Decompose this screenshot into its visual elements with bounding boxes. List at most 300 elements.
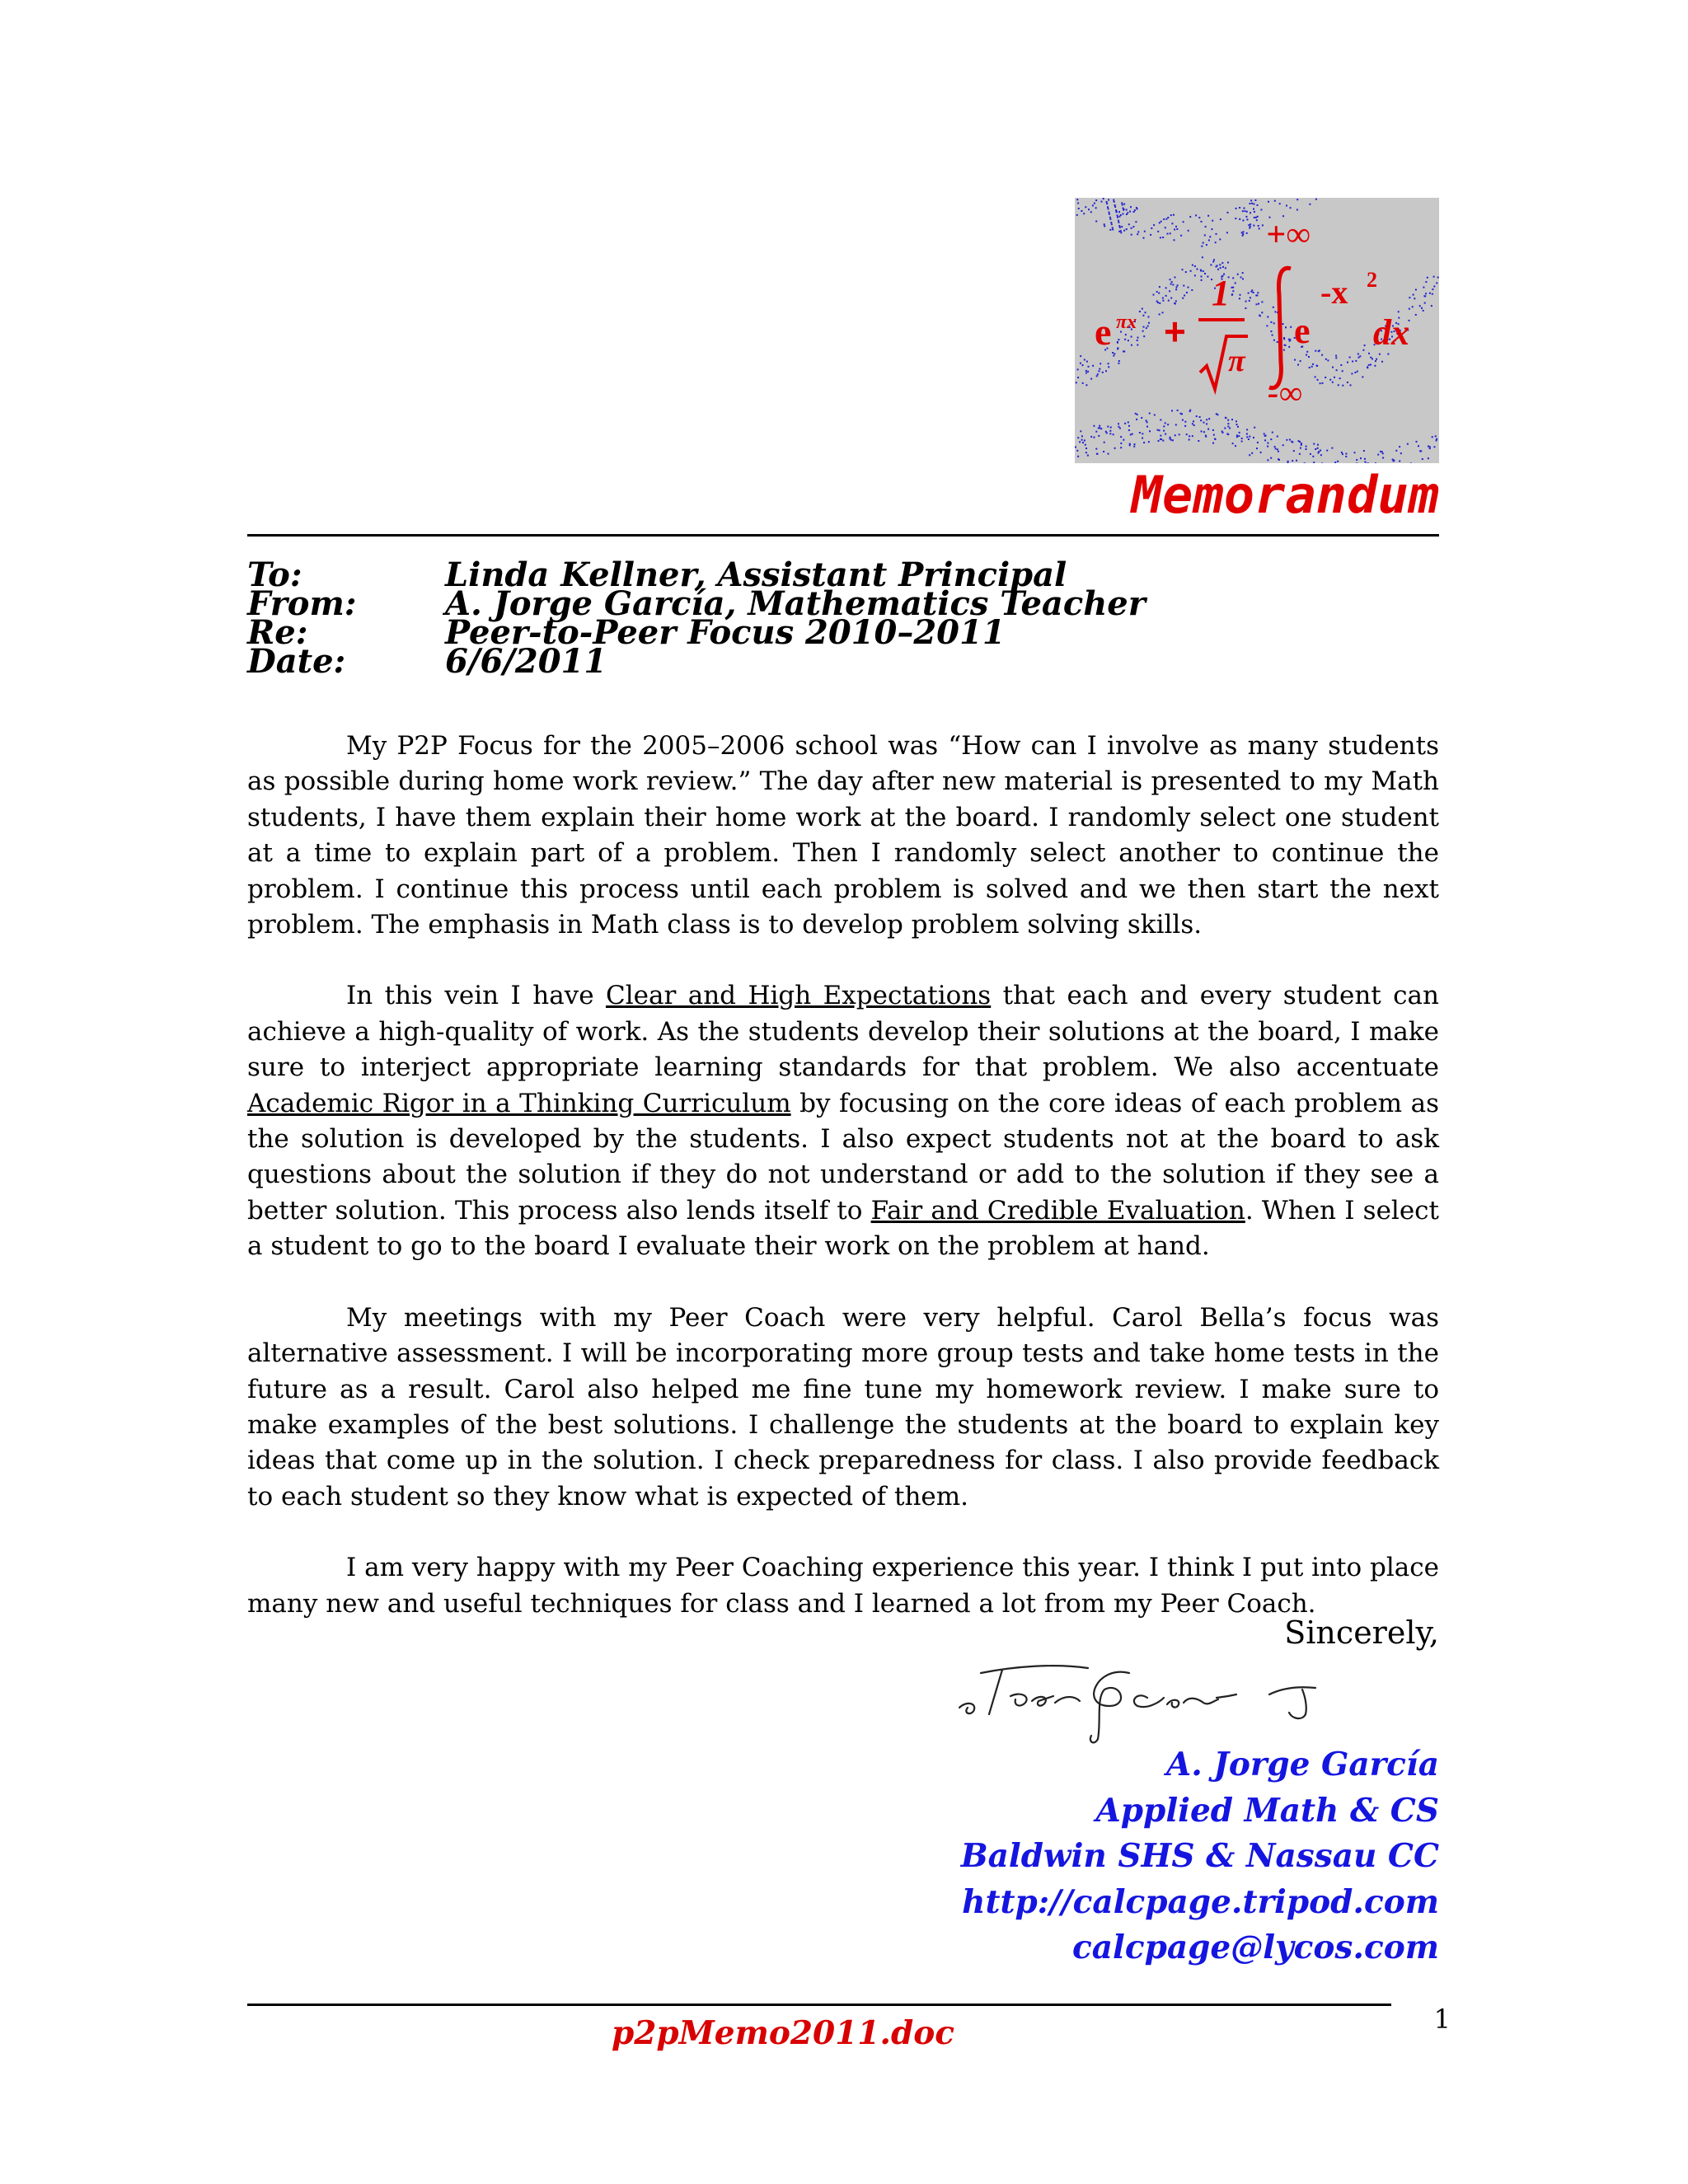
speckle-dot	[1177, 410, 1179, 411]
speckle-dot	[1159, 286, 1160, 288]
speckle-dot	[1082, 382, 1084, 384]
speckle-dot	[1180, 413, 1182, 415]
speckle-dot	[1184, 295, 1185, 297]
speckle-dot	[1165, 287, 1167, 288]
speckle-dot	[1120, 447, 1122, 448]
speckle-dot	[1147, 326, 1149, 327]
speckle-dot	[1227, 212, 1229, 213]
speckle-dot	[1160, 438, 1161, 440]
speckle-dot	[1160, 237, 1161, 238]
speckle-dot	[1242, 210, 1244, 212]
memo-body	[247, 729, 1439, 1657]
formula-pi: π	[1228, 344, 1245, 378]
speckle-dot	[1144, 231, 1146, 232]
speckle-dot	[1429, 446, 1431, 448]
speckle-dot	[1342, 370, 1343, 372]
speckle-dot	[1085, 370, 1087, 372]
to-value: Linda Kellner, Assistant Principal	[445, 555, 1067, 594]
speckle-dot	[1395, 450, 1397, 452]
speckle-dot	[1313, 443, 1315, 445]
speckle-dot	[1206, 244, 1207, 246]
speckle-dot	[1335, 355, 1337, 357]
speckle-dot	[1435, 435, 1437, 437]
speckle-dot	[1290, 207, 1292, 209]
speckle-dot	[1126, 228, 1128, 230]
speckle-dot	[1246, 429, 1248, 430]
speckle-dot	[1104, 442, 1105, 443]
speckle-dot	[1092, 365, 1094, 367]
speckle-dot	[1242, 235, 1244, 237]
speckle-dot	[1077, 456, 1079, 457]
speckle-dot	[1076, 382, 1077, 383]
speckle-dot	[1249, 300, 1250, 302]
speckle-dot	[1090, 211, 1092, 213]
speckle-dot	[1423, 310, 1424, 312]
speckle-dot	[1317, 448, 1319, 449]
speckle-dot	[1340, 364, 1342, 366]
formula-dx: dx	[1373, 312, 1409, 353]
speckle-dot	[1148, 322, 1150, 324]
speckle-dot	[1206, 419, 1207, 420]
speckle-dot	[1128, 223, 1130, 225]
speckle-dot	[1190, 270, 1192, 272]
speckle-dot	[1250, 199, 1252, 201]
speckle-dot	[1107, 426, 1109, 428]
speckle-dot	[1202, 256, 1203, 258]
speckle-dot	[1312, 363, 1314, 365]
speckle-dot	[1347, 382, 1348, 383]
speckle-dot	[1081, 435, 1083, 437]
speckle-dot	[1198, 217, 1200, 218]
speckle-dot	[1123, 204, 1125, 205]
speckle-dot	[1227, 423, 1229, 424]
speckle-dot	[1183, 285, 1184, 287]
formula-graphic	[1075, 198, 1439, 463]
speckle-dot	[1376, 359, 1377, 360]
speckle-dot	[1087, 371, 1089, 373]
speckle-dot	[1104, 225, 1105, 227]
speckle-dot	[1186, 292, 1188, 293]
speckle-dot	[1108, 366, 1109, 368]
speckle-dot	[1114, 201, 1115, 203]
speckle-dot	[1110, 222, 1112, 223]
speckle-dot	[1267, 443, 1268, 444]
speckle-dot	[1355, 360, 1357, 362]
speckle-dot	[1172, 284, 1174, 286]
speckle-dot	[1150, 234, 1151, 236]
speckle-dot	[1097, 373, 1099, 375]
speckle-dot	[1286, 439, 1287, 441]
speckle-dot	[1151, 227, 1152, 229]
speckle-dot	[1213, 434, 1215, 436]
speckle-dot	[1077, 368, 1079, 370]
speckle-dot	[1085, 444, 1086, 446]
speckle-dot	[1185, 271, 1187, 273]
speckle-dot	[1105, 370, 1107, 372]
speckle-dot	[1434, 446, 1436, 448]
speckle-dot	[1119, 227, 1121, 228]
speckle-dot	[1148, 316, 1150, 318]
speckle-dot	[1424, 302, 1426, 304]
speckle-dot	[1094, 203, 1095, 204]
speckle-dot	[1429, 293, 1431, 294]
speckle-dot	[1203, 242, 1204, 244]
speckle-dot	[1290, 326, 1292, 328]
speckle-dot	[1410, 462, 1412, 463]
re-label: Re:	[247, 613, 308, 652]
speckle-dot	[1253, 437, 1254, 438]
speckle-dot	[1176, 228, 1178, 230]
speckle-dot	[1222, 266, 1224, 268]
author-name: A. Jorge García	[1165, 1746, 1439, 1783]
speckle-dot	[1194, 265, 1196, 267]
speckle-dot	[1167, 233, 1169, 235]
speckle-dot	[1251, 452, 1253, 454]
speckle-dot	[1134, 443, 1136, 445]
speckle-dot	[1424, 296, 1426, 298]
speckle-dot	[1220, 218, 1221, 220]
footer-filename: p2pMemo2011.doc	[611, 2014, 955, 2052]
speckle-dot	[1121, 202, 1123, 204]
author-website: http://calcpage.tripod.com	[962, 1882, 1439, 1921]
speckle-dot	[1101, 201, 1103, 203]
speckle-dot	[1124, 423, 1126, 424]
speckle-dot	[1325, 377, 1326, 378]
speckle-dot	[1372, 358, 1373, 359]
speckle-dot	[1109, 217, 1111, 218]
speckle-dot	[1153, 224, 1155, 226]
speckle-dot	[1160, 435, 1161, 437]
speckle-dot	[1418, 445, 1419, 447]
speckle-dot	[1334, 377, 1335, 378]
speckle-dot	[1123, 351, 1124, 353]
paragraph-1: My P2P Focus for the 2005–2006 school was “How can I involve as many students as possible during home work review.” The day after new material is presented to my Math students, I have them explain their home work at the board. I randomly select one student at a time to explain part of a problem. Then I randomly select another to continue the problem. I continue this process until each problem is solved and we then start the next problem. The emphasis in Math class is to develop problem solving skills.	[247, 731, 1439, 940]
speckle-dot	[1175, 424, 1177, 426]
speckle-dot	[1257, 442, 1259, 443]
speckle-dot	[1106, 201, 1108, 203]
speckle-dot	[1142, 433, 1143, 434]
speckle-dot	[1206, 423, 1207, 424]
speckle-dot	[1195, 214, 1197, 216]
speckle-dot	[1170, 439, 1172, 441]
speckle-dot	[1270, 438, 1272, 440]
speckle-dot	[1208, 418, 1210, 419]
speckle-dot	[1409, 308, 1410, 310]
speckle-dot	[1216, 233, 1217, 235]
speckle-dot	[1382, 457, 1384, 459]
speckle-dot	[1137, 340, 1138, 341]
speckle-dot	[1414, 298, 1415, 299]
speckle-dot	[1356, 462, 1357, 463]
speckle-dot	[1368, 364, 1370, 366]
speckle-dot	[1159, 429, 1160, 431]
speckle-dot	[1108, 208, 1109, 209]
speckle-dot	[1175, 226, 1177, 227]
speckle-dot	[1296, 199, 1298, 200]
speckle-dot	[1137, 344, 1138, 346]
speckle-dot	[1352, 361, 1353, 363]
speckle-dot	[1415, 314, 1417, 316]
speckle-dot	[1255, 217, 1257, 218]
speckle-dot	[1250, 203, 1251, 204]
speckle-dot	[1433, 286, 1435, 288]
speckle-dot	[1335, 357, 1337, 359]
speckle-dot	[1139, 432, 1141, 434]
speckle-dot	[1264, 439, 1266, 441]
expectations-phrase: Clear and High Expectations	[606, 981, 992, 1011]
speckle-dot	[1428, 457, 1429, 459]
speckle-dot	[1248, 438, 1250, 440]
speckle-dot	[1158, 440, 1160, 442]
speckle-dot	[1200, 419, 1202, 421]
speckle-dot	[1118, 339, 1119, 340]
paragraph-4: I am very happy with my Peer Coaching experience this year. I think I put into place many new and useful techniques for class and I learned a lot from my Peer Coach.	[247, 1553, 1439, 1619]
formula-exponent: -x	[1320, 274, 1348, 311]
speckle-dot	[1332, 367, 1334, 368]
speckle-dot	[1364, 344, 1366, 346]
speckle-dot	[1400, 452, 1402, 454]
speckle-dot	[1298, 440, 1300, 442]
speckle-dot	[1146, 426, 1148, 428]
speckle-dot	[1427, 277, 1428, 279]
speckle-dot	[1253, 209, 1254, 210]
speckle-dot	[1162, 440, 1164, 442]
speckle-dot	[1203, 270, 1204, 272]
speckle-dot	[1296, 209, 1298, 211]
speckle-dot	[1436, 440, 1437, 442]
speckle-dot	[1362, 349, 1364, 351]
speckle-dot	[1294, 359, 1296, 361]
speckle-dot	[1272, 335, 1273, 336]
speckle-dot	[1306, 351, 1308, 353]
speckle-dot	[1100, 428, 1102, 429]
speckle-dot	[1163, 430, 1165, 432]
speckle-dot	[1129, 211, 1131, 213]
speckle-dot	[1093, 425, 1095, 427]
speckle-dot	[1242, 233, 1244, 235]
speckle-dot	[1416, 441, 1418, 443]
speckle-dot	[1192, 435, 1193, 437]
speckle-dot	[1084, 359, 1085, 361]
speckle-dot	[1131, 336, 1132, 338]
speckle-dot	[1123, 230, 1125, 232]
speckle-dot	[1205, 226, 1207, 227]
speckle-dot	[1182, 269, 1184, 270]
speckle-dot	[1342, 453, 1343, 455]
speckle-dot	[1087, 455, 1089, 457]
speckle-dot	[1095, 199, 1097, 201]
speckle-dot	[1254, 211, 1255, 213]
speckle-dot	[1265, 435, 1267, 437]
speckle-dot	[1236, 424, 1238, 425]
speckle-dot	[1267, 316, 1268, 318]
speckle-dot	[1083, 213, 1085, 214]
paragraph-2-text: In this vein I have	[346, 981, 606, 1011]
speckle-dot	[1189, 435, 1190, 437]
speckle-dot	[1077, 437, 1079, 438]
speckle-dot	[1177, 284, 1179, 286]
speckle-dot	[1245, 301, 1247, 302]
speckle-dot	[1423, 287, 1424, 288]
speckle-dot	[1143, 326, 1145, 328]
speckle-dot	[1425, 293, 1427, 294]
speckle-dot	[1308, 356, 1310, 358]
speckle-dot	[1260, 209, 1262, 211]
speckle-dot	[1248, 293, 1250, 294]
speckle-dot	[1153, 294, 1155, 296]
signature-scribble	[956, 1648, 1442, 1747]
speckle-dot	[1412, 306, 1414, 307]
date-value: 6/6/2011	[445, 642, 607, 681]
speckle-dot	[1222, 432, 1224, 434]
speckle-dot	[1299, 453, 1301, 455]
speckle-dot	[1399, 446, 1400, 448]
speckle-dot	[1188, 287, 1189, 288]
speckle-dot	[1125, 334, 1127, 335]
speckle-dot	[1080, 430, 1081, 432]
speckle-dot	[1268, 201, 1269, 203]
speckle-dot	[1159, 313, 1160, 315]
speckle-dot	[1382, 452, 1384, 454]
speckle-dot	[1297, 364, 1299, 366]
speckle-dot	[1329, 379, 1331, 381]
speckle-dot	[1436, 282, 1437, 284]
speckle-dot	[1088, 209, 1090, 210]
speckle-dot	[1413, 294, 1414, 296]
speckle-dot	[1316, 365, 1318, 367]
formula-lower-limit: -∞	[1268, 374, 1302, 411]
speckle-dot	[1236, 208, 1237, 209]
speckle-dot	[1239, 298, 1240, 299]
speckle-dot	[1174, 239, 1175, 241]
speckle-dot	[1200, 269, 1202, 271]
speckle-dot	[1367, 462, 1369, 463]
speckle-dot	[1349, 357, 1351, 359]
speckle-dot	[1232, 290, 1234, 292]
speckle-dot	[1364, 458, 1366, 460]
speckle-dot	[1250, 291, 1252, 293]
speckle-dot	[1239, 218, 1240, 220]
speckle-dot	[1114, 206, 1116, 208]
closing: Sincerely,	[1284, 1615, 1439, 1651]
speckle-dot	[1189, 439, 1190, 441]
speckle-dot	[1432, 288, 1433, 290]
speckle-dot	[1149, 413, 1151, 415]
speckle-dot	[1425, 281, 1427, 283]
speckle-dot	[1117, 348, 1118, 349]
speckle-dot	[1090, 436, 1092, 438]
speckle-dot	[1257, 204, 1259, 206]
speckle-dot	[1338, 384, 1339, 386]
speckle-dot	[1168, 300, 1170, 302]
speckle-dot	[1157, 231, 1159, 232]
speckle-dot	[1096, 453, 1098, 455]
speckle-dot	[1107, 206, 1109, 208]
speckle-dot	[1128, 429, 1130, 431]
speckle-dot	[1300, 448, 1301, 449]
speckle-dot	[1082, 442, 1084, 443]
speckle-dot	[1137, 337, 1139, 339]
from-label: From:	[247, 584, 357, 623]
speckle-dot	[1257, 292, 1259, 293]
speckle-dot	[1251, 203, 1253, 204]
speckle-dot	[1124, 339, 1126, 340]
speckle-dot	[1134, 209, 1136, 211]
speckle-dot	[1158, 293, 1160, 294]
speckle-dot	[1437, 277, 1439, 279]
speckle-dot	[1169, 290, 1170, 292]
speckle-dot	[1132, 434, 1133, 435]
speckle-dot	[1433, 276, 1435, 278]
speckle-dot	[1196, 415, 1198, 417]
speckle-dot	[1363, 450, 1365, 452]
speckle-dot	[1242, 279, 1244, 280]
speckle-dot	[1137, 233, 1138, 235]
speckle-dot	[1112, 229, 1114, 231]
speckle-dot	[1076, 199, 1078, 200]
speckle-dot	[1109, 218, 1111, 220]
speckle-dot	[1095, 448, 1097, 450]
speckle-dot	[1277, 436, 1278, 438]
speckle-dot	[1273, 307, 1274, 308]
speckle-dot	[1415, 289, 1417, 291]
speckle-dot	[1120, 436, 1122, 438]
speckle-dot	[1358, 357, 1360, 359]
speckle-dot	[1080, 363, 1081, 364]
speckle-dot	[1429, 448, 1431, 449]
speckle-dot	[1078, 208, 1080, 209]
speckle-dot	[1113, 434, 1114, 435]
speckle-dot	[1170, 298, 1172, 299]
speckle-dot	[1112, 227, 1114, 228]
paragraph-2-text: that each and every student can achieve a high-quality of work. As the students develop their solutions at the board, I make sure to interject appropriate learning standards for that problem. We also accentuate	[247, 981, 1439, 1083]
speckle-dot	[1157, 429, 1159, 431]
speckle-dot	[1203, 422, 1205, 424]
evaluation-phrase: Fair and Credible Evaluation	[870, 1195, 1245, 1226]
speckle-dot	[1250, 223, 1251, 225]
speckle-dot	[1377, 454, 1379, 456]
speckle-dot	[1219, 238, 1221, 240]
speckle-dot	[1261, 301, 1263, 302]
speckle-dot	[1375, 462, 1376, 463]
speckle-dot	[1118, 360, 1120, 362]
speckle-dot	[1131, 227, 1132, 229]
speckle-dot	[1154, 415, 1156, 416]
speckle-dot	[1108, 363, 1109, 364]
formula-upper-limit: +∞	[1266, 216, 1311, 254]
formula-exponent-power: 2	[1367, 268, 1377, 292]
speckle-dot	[1345, 453, 1347, 455]
speckle-dot	[1129, 444, 1131, 446]
speckle-dot	[1241, 441, 1243, 443]
speckle-dot	[1117, 341, 1118, 343]
speckle-dot	[1235, 218, 1236, 219]
speckle-dot	[1240, 277, 1242, 279]
speckle-dot	[1175, 300, 1177, 302]
speckle-dot	[1239, 207, 1240, 209]
speckle-dot	[1256, 219, 1258, 221]
speckle-dot	[1081, 210, 1082, 212]
speckle-dot	[1112, 352, 1114, 354]
speckle-dot	[1113, 355, 1114, 357]
speckle-dot	[1120, 232, 1122, 233]
speckle-dot	[1165, 218, 1167, 220]
speckle-dot	[1215, 241, 1217, 243]
speckle-dot	[1105, 431, 1107, 433]
speckle-dot	[1256, 303, 1258, 305]
speckle-dot	[1249, 227, 1250, 229]
speckle-dot	[1283, 349, 1285, 351]
